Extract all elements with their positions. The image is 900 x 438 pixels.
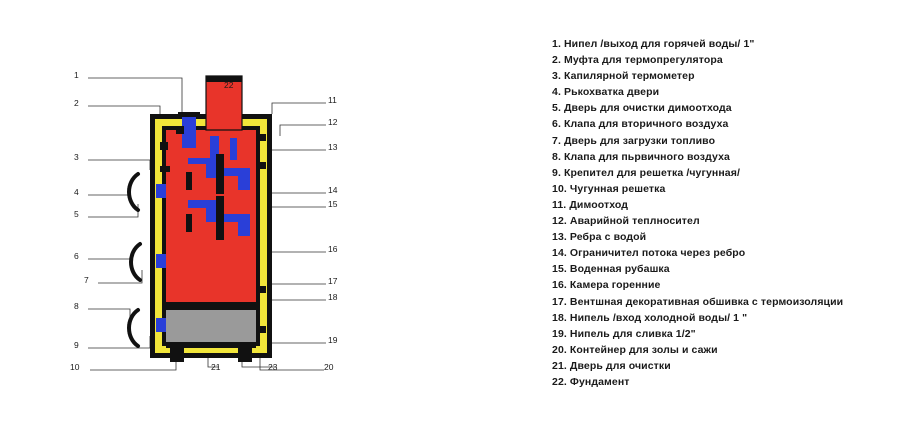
legend-item: 22. Фундамент: [552, 375, 630, 388]
callout-number: 16: [328, 244, 338, 254]
callout-number: 9: [74, 340, 79, 350]
legend-item: 18. Нипель /вход холодной воды/ 1 ": [552, 311, 748, 324]
chimney-duct-top: [178, 112, 200, 117]
legend-item: 5. Дверь для очистки димоотхода: [552, 102, 732, 115]
callout-number: 18: [328, 292, 338, 302]
legend-item: 2. Муфта для термопрегулятора: [552, 54, 723, 67]
foundation-leg-left: [170, 348, 184, 362]
legend-item: 21. Дверь для очистки: [552, 359, 671, 372]
legend-item: 13. Ребра с водой: [552, 231, 647, 244]
ash-container-base: [166, 342, 256, 348]
ash-container: [166, 310, 256, 342]
callout-number: 22: [224, 80, 234, 90]
callout-number: 12: [328, 117, 338, 127]
legend-item: 6. Клапа для вторичного воздуха: [552, 118, 729, 131]
chimney-duct: [182, 114, 196, 148]
legend-item: 20. Контейнер для золы и сажи: [552, 343, 718, 356]
legend-item: 3. Капилярной термометер: [552, 70, 695, 83]
callout-number: 11: [328, 95, 337, 105]
legend-item: 19. Нипель для сливка 1/2": [552, 327, 696, 340]
boiler-cutaway-diagram: [10, 18, 510, 418]
legend-item: 8. Клапа для пьрвичного воздуха: [552, 150, 730, 163]
cast-iron-grate: [166, 302, 256, 310]
legend-item: 14. Ограничител потока через ребро: [552, 247, 746, 260]
door-handles: [129, 174, 140, 346]
combustion-chamber: [166, 246, 256, 300]
legend-item: 15. Воденная рубашка: [552, 263, 670, 276]
legend-item: 16. Камера горенние: [552, 279, 661, 292]
legend-item: 10. Чугунная решетка: [552, 182, 666, 195]
callout-number: 2: [74, 98, 79, 108]
legend-item: 4. Рькохватка двери: [552, 86, 660, 99]
legend-item: 7. Дверь для загрузки топливо: [552, 134, 716, 147]
callout-number: 13: [328, 142, 338, 152]
legend-item: 9. Крепител для решетка /чугунная/: [552, 166, 740, 179]
foundation-leg-right: [238, 348, 252, 362]
callout-number: 5: [74, 209, 79, 219]
legend-item: 11. Димоотход: [552, 198, 629, 211]
callout-number: 7: [84, 275, 89, 285]
callout-number: 14: [328, 185, 338, 195]
callout-number: 19: [328, 335, 338, 345]
legend-list: [552, 36, 892, 390]
callout-number: 21: [211, 362, 221, 372]
callout-number: 8: [74, 301, 79, 311]
callout-number: 6: [74, 251, 79, 261]
callout-number: 10: [70, 362, 80, 372]
legend-item: 1. Нипел /выход для горячей воды/ 1": [552, 38, 755, 50]
callout-number: 20: [324, 362, 334, 372]
legend-item: 17. Вентшная декоративная обшивка с термоизоляции: [552, 295, 844, 308]
boiler-diagram-svg: [10, 18, 510, 418]
callout-number: 3: [74, 152, 79, 162]
callout-number: 4: [74, 187, 79, 197]
callout-number: 1: [74, 70, 79, 80]
callout-number: 23: [268, 362, 278, 372]
callout-number: 15: [328, 199, 338, 209]
legend-item: 12. Аварийной теплносител: [552, 215, 700, 228]
callout-number: 17: [328, 276, 338, 286]
